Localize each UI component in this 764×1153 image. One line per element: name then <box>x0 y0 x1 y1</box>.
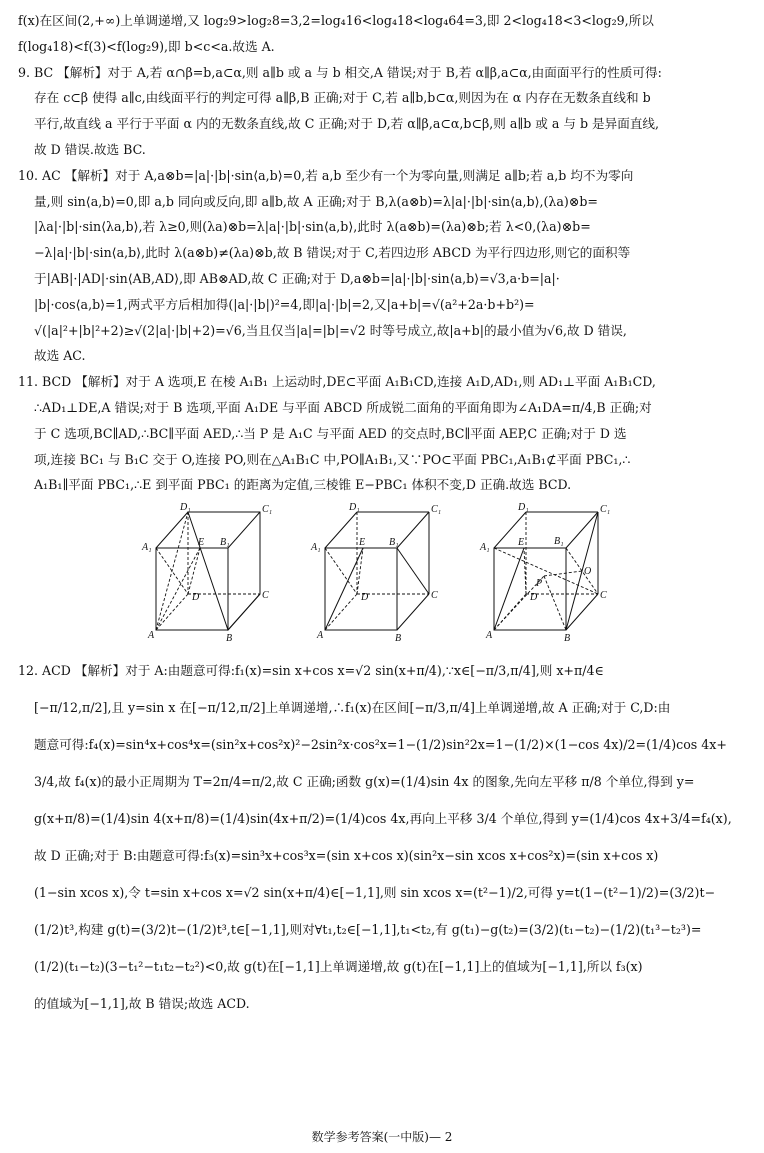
label-D1: D₁ <box>179 502 191 514</box>
text-line: 的值域为[−1,1],故 B 错误;故选 ACD. <box>34 996 250 1012</box>
label-B1: B₁ <box>388 537 399 549</box>
text-line: (1/2)(t₁−t₂)(3−t₁²−t₁t₂−t₂²)<0,故 g(t)在[−1,1]上单调递增,故 g(t)在[−1,1]上的值域为[−1,1],所以 f₃(x) <box>34 959 643 975</box>
text-line: 9. BC 【解析】对于 A,若 α∩β=b,a⊂α,则 a∥b 或 a 与 b 相交,A 错误;对于 B,若 α∥β,a⊂α,由面面平行的性质可得: <box>18 64 662 80</box>
text-line: 项,连接 BC₁ 与 B₁C 交于 O,连接 PO,则在△A₁B₁C 中,PO∥A₁B₁,又∵PO⊂平面 PBC₁,A₁B₁⊄平面 PBC₁,∴ <box>34 451 631 467</box>
page-footer: 数学参考答案(一中版)— 2 <box>311 1130 453 1144</box>
text-line: ∴AD₁⊥DE,A 错误;对于 B 选项,平面 A₁DE 与平面 ABCD 所成锐二面角的平面角即为∠A₁DA=π/4,B 正确;对 <box>34 399 652 415</box>
label-C: C <box>600 590 607 602</box>
label-D: D <box>530 592 538 604</box>
label-A: A <box>486 630 493 642</box>
text-line: 于 C 选项,BC∥AD,∴BC∥平面 AED,∴当 P 是 A₁C 与平面 AED 的交点时,BC∥平面 AEP,C 正确;对于 D 选 <box>34 425 627 441</box>
text-line: 故 D 错误.故选 BC. <box>34 141 146 157</box>
label-C: C <box>261 590 269 602</box>
label-B: B <box>564 633 571 645</box>
text-line: 平行,故直线 a 平行于平面 α 内的无数条直线,故 C 正确;对于 D,若 α∥β,a⊂α,b⊂β,则 a∥b 或 a 与 b 是异面直线, <box>34 116 660 132</box>
label-C: C <box>430 590 438 602</box>
label-P: P <box>536 578 543 590</box>
text-line: 故 D 正确;对于 B:由题意可得:f₃(x)=sin³x+cos³x=(sin x+cos x)(sin²x−sin xcos x+cos²x)=(sin x+cos x) <box>34 848 659 864</box>
text-line: (1−sin xcos x),令 t=sin x+cos x=√2 sin(x+π/4)∈[−1,1],则 sin xcos x=(t²−1)/2,可得 y=t(1−(t²−1)/2)=(3/2)t− <box>34 885 716 901</box>
label-D1: D₁ <box>518 502 530 514</box>
label-D: D <box>360 592 369 604</box>
text-line: 故选 AC. <box>34 348 86 364</box>
label-B1: B₁ <box>219 537 230 549</box>
cube-figure-2 <box>307 500 457 648</box>
text-line: 12. ACD 【解析】对于 A:由题意可得:f₁(x)=sin x+cos x=√2 sin(x+π/4),∵x∈[−π/3,π/4],则 x+π/4∈ <box>18 663 604 679</box>
cube-figure-3 <box>476 500 626 648</box>
label-A: A <box>147 630 154 642</box>
text-line: 10. AC 【解析】对于 A,a⊗b=|a|·|b|·sin⟨a,b⟩=0,若 a,b 至少有一个为零向量,则满足 a∥b;若 a,b 均不为零向 <box>18 167 634 183</box>
label-C1: C₁ <box>430 504 442 516</box>
label-D: D <box>191 592 199 604</box>
label-E: E <box>358 537 366 549</box>
text-line: |b|·cos⟨a,b⟩=1,两式平方后相加得(|a|·|b|)²=4,即|a|·|b|=2,又|a+b|=√(a²+2a·b+b²)= <box>34 296 535 312</box>
text-line: |λa|·|b|·sin⟨λa,b⟩,若 λ≥0,则(λa)⊗b=λ|a|·|b|·sin⟨a,b⟩,此时 λ(a⊗b)=(λa)⊗b;若 λ<0,(λa)⊗b= <box>34 219 591 235</box>
text-line: 量,则 sin⟨a,b⟩=0,即 a,b 同向或反向,即 a∥b,故 A 正确;对于 B,λ(a⊗b)=λ|a|·|b|·sin⟨a,b⟩,(λa)⊗b= <box>34 193 598 209</box>
text-line: √(|a|²+|b|²+2)≥√(2|a|·|b|+2)=√6,当且仅当|a|=|b|=√2 时等号成立,故|a+b|的最小值为√6,故 D 错误, <box>34 322 627 338</box>
label-O: O <box>584 566 592 578</box>
cube-figures <box>18 498 746 652</box>
label-A1: A₁ <box>141 542 152 554</box>
label-B: B <box>225 633 232 645</box>
text-line: 存在 c⊂β 使得 a∥c,由线面平行的判定可得 a∥β,B 正确;对于 C,若 a∥b,b⊂α,则因为在 α 内存在无数条直线和 b <box>34 90 651 106</box>
label-A1: A₁ <box>480 542 490 554</box>
text-line: 题意可得:f₄(x)=sin⁴x+cos⁴x=(sin²x+cos²x)²−2sin²x·cos²x=1−(1/2)sin²2x=1−(1/2)×(1−cos 4x)/2=(1/4)cos 4x+ <box>34 737 727 753</box>
text-line: (1/2)t³,构建 g(t)=(3/2)t−(1/2)t³,t∈[−1,1],则对∀t₁,t₂∈[−1,1],t₁<t₂,有 g(t₁)−g(t₂)=(3/2)(t₁−t₂)−(1/2)(t₁³−t₂³)= <box>34 922 702 938</box>
text-line: [−π/12,π/2],且 y=sin x 在[−π/12,π/2]上单调递增,∴f₁(x)在区间[−π/3,π/4]上单调递增,故 A 正确;对于 C,D:由 <box>34 700 671 716</box>
text-line: −λ|a|·|b|·sin⟨a,b⟩,此时 λ(a⊗b)≠(λa)⊗b,故 B 错误;对于 C,若四边形 ABCD 为平行四边形,则它的面积等 <box>34 245 631 261</box>
label-B1: B₁ <box>554 536 564 548</box>
text-line: 于|AB|·|AD|·sin⟨AB,AD⟩,即 AB⊗AD,故 C 正确;对于 D,a⊗b=|a|·|b|·sin⟨a,b⟩=√3,a·b=|a|· <box>34 270 560 286</box>
text-line: 11. BCD 【解析】对于 A 选项,E 在棱 A₁B₁ 上运动时,DE⊂平面 A₁B₁CD,连接 A₁D,AD₁,则 AD₁⊥平面 A₁B₁CD, <box>18 374 656 390</box>
text-line: f(log₄18)<f(3)<f(log₂9),即 b<c<a.故选 A. <box>18 38 275 54</box>
text-line: g(x+π/8)=(1/4)sin 4(x+π/8)=(1/4)sin(4x+π/2)=(1/4)cos 4x,再向上平移 3/4 个单位,得到 y=(1/4)cos 4x+3/4=f₄(x), <box>34 811 732 827</box>
text-line: A₁B₁∥平面 PBC₁,∴E 到平面 PBC₁ 的距离为定值,三棱锥 E−PBC₁ 体积不变,D 正确.故选 BCD. <box>34 477 572 493</box>
label-A1: A₁ <box>310 542 321 554</box>
label-D1: D₁ <box>348 502 360 514</box>
cube-figure-1 <box>138 500 288 648</box>
label-A: A <box>316 630 324 642</box>
label-E: E <box>197 537 204 549</box>
label-E: E <box>518 537 525 549</box>
label-C1: C₁ <box>600 504 611 516</box>
label-C1: C₁ <box>261 504 272 516</box>
text-line: 3/4,故 f₄(x)的最小正周期为 T=2π/4=π/2,故 C 正确;函数 g(x)=(1/4)sin 4x 的图象,先向左平移 π/8 个单位,得到 y= <box>34 774 695 790</box>
text-line: f(x)在区间(2,+∞)上单调递增,又 log₂9>log₂8=3,2=log₄16<log₄18<log₄64=3,即 2<log₄18<3<log₂9,所以 <box>18 13 654 28</box>
label-B: B <box>394 633 402 645</box>
